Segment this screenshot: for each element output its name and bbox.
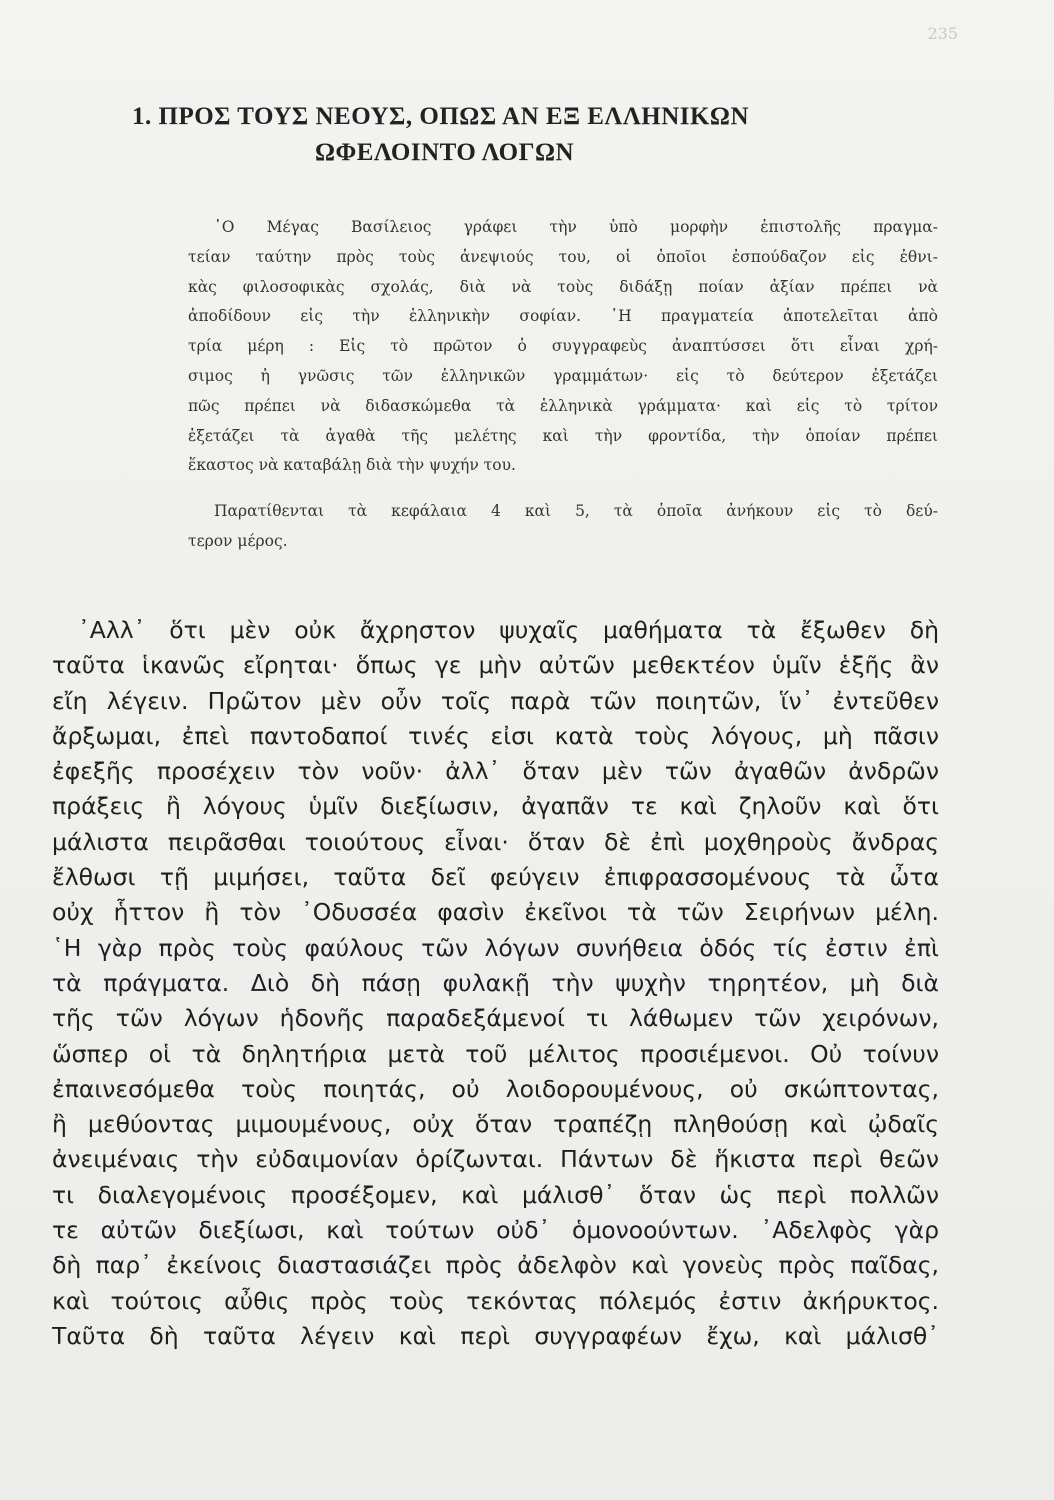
intro-line: σιμος ἡ γνῶσις τῶν ἑλληνικῶν γραμμάτων· εἰς τὸ δεύτερον ἐξετάζει [188, 366, 938, 385]
text-line: τι διαλεγομένοις προσέξομεν, καὶ μάλισθ᾿ ὅταν ὡς περὶ πολλῶν [52, 1180, 939, 1209]
text-line: ἀνειμέναις τὴν εὐδαιμονίαν ὁρίζωνται. Πάντων δὲ ἥκιστα περὶ θεῶν [52, 1145, 939, 1174]
intro-line: ῾Ο Μέγας Βασίλειος γράφει τὴν ὑπὸ μορφὴν ἐπιστολῆς πραγμα- [214, 218, 938, 236]
text-line: ἄρξωμαι, ἐπεὶ παντοδαποί τινές εἰσι κατὰ τοὺς λόγους, μὴ πᾶσιν [52, 721, 939, 750]
text-line: μάλιστα πειρᾶσθαι τοιούτους εἶναι· ὅταν δὲ ἐπὶ μοχθηροὺς ἄνδρας [52, 827, 939, 856]
page-number: 235 [927, 24, 958, 43]
text-line: τε αὐτῶν διεξίωσι, καὶ τούτων οὐδ᾿ ὁμονοούντων. ᾿Αδελφὸς γὰρ [52, 1216, 939, 1245]
text-line: ἐφεξῆς προσέχειν τὸν νοῦν· ἀλλ᾿ ὅταν μὲν τῶν ἀγαθῶν ἀνδρῶν [52, 757, 939, 786]
chapter-heading [132, 103, 852, 175]
text-line: καὶ τούτοις αὖθις πρὸς τοὺς τεκόντας πόλεμός ἐστιν ἀκήρυκτος. [52, 1286, 939, 1315]
intro-line: πῶς πρέπει νὰ διδασκώμεθα τὰ ἑλληνικὰ γράμματα· καὶ εἰς τὸ τρίτον [188, 396, 938, 415]
text-line: Ταῦτα δὴ ταῦτα λέγειν καὶ περὶ συγγραφέων ἔχω, καὶ μάλισθ᾿ [52, 1321, 939, 1350]
text-line: ῾Η γὰρ πρὸς τοὺς φαύλους τῶν λόγων συνήθεια ὁδός τίς ἐστιν ἐπὶ [52, 933, 939, 962]
text-line: εἴη λέγειν. Πρῶτον μὲν οὖν τοῖς παρὰ τῶν ποιητῶν, ἵν᾿ ἐντεῦθεν [52, 686, 939, 715]
intro-line: ἕκαστος νὰ καταβάλῃ διὰ τὴν ψυχήν του. [188, 456, 516, 475]
text-line: οὐχ ἧττον ἢ τὸν ᾿Οδυσσέα φασὶν ἐκεῖνοι τὰ τῶν Σειρήνων μέλη. [52, 898, 939, 927]
intro-line: τρία μέρη : Εἰς τὸ πρῶτον ὁ συγγραφεὺς ἀναπτύσσει ὅτι εἶναι χρή- [188, 337, 938, 356]
text-line: ἐπαινεσόμεθα τοὺς ποιητάς, οὐ λοιδορουμένους, οὐ σκώπτοντας, [52, 1074, 939, 1103]
text-line: τῆς τῶν λόγων ἡδονῆς παραδεξάμενοί τι λάθωμεν τῶν χειρόνων, [52, 1004, 939, 1033]
main-text [52, 613, 939, 1354]
text-line: δὴ παρ᾿ ἐκείνοις διαστασιάζει πρὸς ἀδελφὸν καὶ γονεὺς πρὸς παῖδας, [52, 1251, 939, 1280]
introduction [188, 213, 938, 557]
intro-line: Παρατίθενται τὰ κεφάλαια 4 καὶ 5, τὰ ὁποῖα ἀνήκουν εἰς τὸ δεύ- [214, 502, 938, 521]
intro-line: ἐξετάζει τὰ ἀγαθὰ τῆς μελέτης καὶ τὴν φροντίδα, τὴν ὁποίαν πρέπει [188, 426, 938, 445]
intro-line: τείαν ταύτην πρὸς τοὺς ἀνεψιούς του, οἱ ὁποῖοι ἐσπούδαζον εἰς ἐθνι- [188, 247, 938, 266]
text-line: ἔλθωσι τῇ μιμήσει, ταῦτα δεῖ φεύγειν ἐπιφρασσομένους τὰ ὦτα [52, 863, 939, 892]
heading-line-1: 1. ΠΡΟΣ ΤΟΥΣ ΝΕΟΥΣ, ΟΠΩΣ ΑΝ ΕΞ ΕΛΛΗΝΙΚΩΝ [132, 103, 750, 130]
intro-line: κὰς φιλοσοφικὰς σχολάς, διὰ νὰ τοὺς διδάξῃ ποίαν ἀξίαν πρέπει νὰ [188, 277, 938, 296]
intro-line: ἀποδίδουν εἰς τὴν ἑλληνικὴν σοφίαν. ῾Η πραγματεία ἀποτελεῖται ἀπὸ [188, 307, 938, 326]
text-line: τὰ πράγματα. Διὸ δὴ πάσῃ φυλακῇ τὴν ψυχὴν τηρητέον, μὴ διὰ [52, 968, 939, 997]
text-line: ἢ μεθύοντας μιμουμένους, οὐχ ὅταν τραπέζῃ πληθούσῃ καὶ ᾠδαῖς [52, 1110, 939, 1139]
intro-line: τερον μέρος. [188, 531, 288, 550]
text-line: πράξεις ἢ λόγους ὑμῖν διεξίωσιν, ἀγαπᾶν τε καὶ ζηλοῦν καὶ ὅτι [52, 792, 939, 821]
paragraph-gap [188, 481, 938, 497]
text-line: ᾿Αλλ᾿ ὅτι μὲν οὐκ ἄχρηστον ψυχαῖς μαθήματα τὰ ἔξωθεν δὴ [78, 616, 939, 644]
text-line: ὥσπερ οἱ τὰ δηλητήρια μετὰ τοῦ μέλιτος προσιέμενοι. Οὐ τοίνυν [52, 1039, 939, 1068]
text-line: ταῦτα ἱκανῶς εἴρηται· ὅπως γε μὴν αὐτῶν μεθεκτέον ὑμῖν ἑξῆς ἂν [52, 651, 939, 680]
heading-line-2: ΩΦΕΛΟΙΝΤΟ ΛΟΓΩΝ [315, 139, 575, 166]
